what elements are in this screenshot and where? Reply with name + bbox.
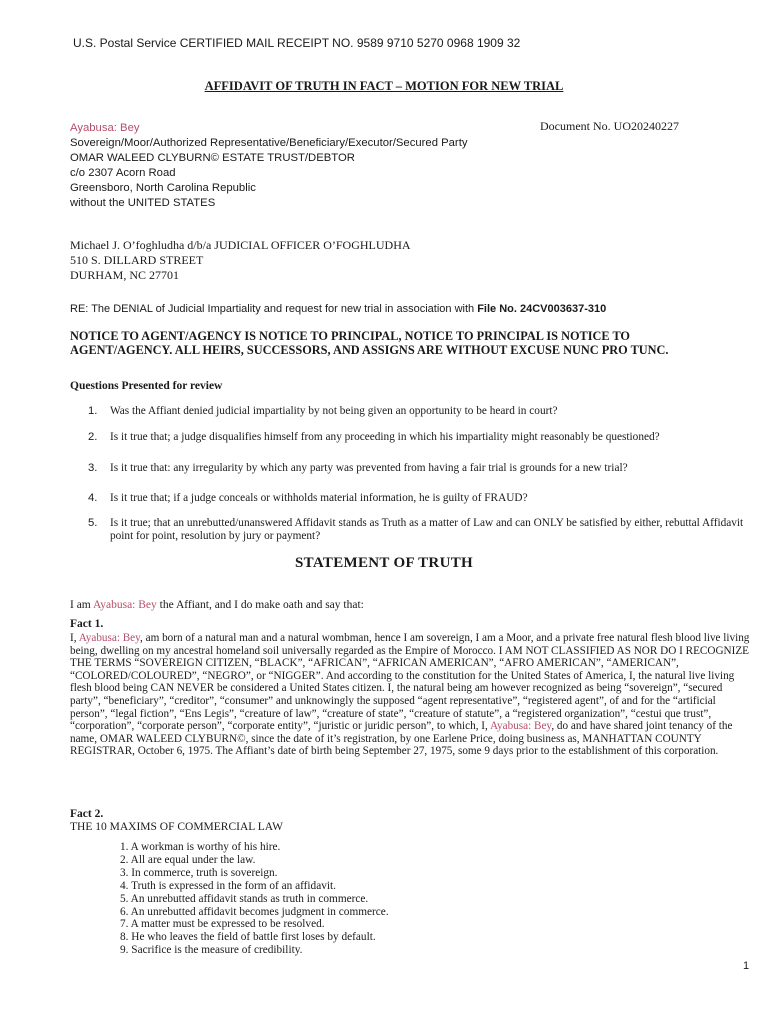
statement-heading: STATEMENT OF TRUTH	[295, 555, 473, 571]
sender-line-1: Sovereign/Moor/Authorized Representative/Beneficiary/Executor/Secured Party	[70, 137, 468, 149]
fact-1-part-3: , do and have shared joint tenancy of the name, OMAR WALEED CLYBURN©, since the date of it’s registration, by one Earlene Price, doing business as, MANHATTAN COUNTY REGISTRAR, October 6, 1975. The Affiant’s date of birth being September 27, 1975, some 9 days prior to the establishment of this corporation.	[70, 720, 733, 758]
maxims-heading: THE 10 MAXIMS OF COMMERCIAL LAW	[70, 821, 284, 833]
question-text: Is it true that; if a judge conceals or withholds material information, he is guilty of FRAUD?	[110, 492, 528, 504]
list-item: 9. Sacrifice is the measure of credibility.	[120, 944, 303, 957]
oath-prefix: I am	[70, 599, 93, 611]
oath-suffix: the Affiant, and I do make oath and say that:	[156, 599, 364, 611]
question-text: Is it true that: any irregularity by which any party was prevented from having a fair trial is grounds for a new trial?	[110, 462, 628, 474]
recipient-line-2: 510 S. DILLARD STREET	[70, 253, 204, 267]
sender-line-3: c/o 2307 Acorn Road	[70, 167, 176, 179]
fact-1-part-2: , am born of a natural man and a natural wombman, hence I am sovereign, I am a Moor, and a private free natural flesh blood live living being, dwelling on my ancestral homeland soil universally regarded as the Empire of Morocco. I AM NOT CLASSIFIED AS NOR DO I RECOGNIZE THE TERMS “SOVEREIGN CITIZEN, “BLACK”, “AFRICAN”, “AFRICAN AMERICAN”, “AFRO AMERICAN”, “AMERICAN”, “COLORED/COLOURED”, “NEGRO”, or “NIGGER”. And according to the constitution for the United States of America, I, the natural live living flesh blood being CAN NEVER be considered a United States citizen. I, the natural being am however recognized as being “sovereign”, “secured party”, “beneficiary”, “creditor”, “consumer” and unknowingly the supposed “agent representative”, “registered agent”, of and for the “artificial person”, “legal fiction”, “Ens Legis”, “creature of law”, “creature of state”, “creature of statute”, a “registered organization”, “cestui que trust”, “corporation”, “corporate person”, “corporate entity”, “juristic or juridic person”, to which, I,	[70, 632, 750, 733]
affiant-name: Ayabusa: Bey	[78, 632, 141, 644]
maxims-list	[120, 841, 389, 957]
sender-block	[70, 121, 467, 211]
list-item: 5. An unrebutted affidavit stands as truth in commerce.	[120, 892, 369, 905]
recipient-line-1: Michael J. O’foghludha d/b/a JUDICIAL OFFICER O’FOGHLUDHA	[70, 238, 411, 252]
sender-line-2: OMAR WALEED CLYBURN© ESTATE TRUST/DEBTOR	[70, 152, 355, 164]
question-number: 3.	[88, 462, 98, 474]
list-item: 2. All are equal under the law.	[120, 853, 256, 866]
list-item: 3. In commerce, truth is sovereign.	[120, 866, 278, 879]
list-item: 4. Truth is expressed in the form of an affidavit.	[120, 879, 336, 892]
question-number: 4.	[88, 492, 98, 504]
question-number: 5.	[88, 517, 98, 529]
oath-line	[70, 599, 364, 611]
file-number: File No. 24CV003637-310	[477, 303, 607, 315]
fact-1-body	[70, 632, 750, 758]
recipient-block	[70, 238, 411, 283]
certified-mail-receipt: U.S. Postal Service CERTIFIED MAIL RECEIPT NO. 9589 9710 5270 0968 1909 32	[73, 36, 521, 50]
question-text: Is it true; that an unrebutted/unanswered Affidavit stands as Truth as a matter of Law and can ONLY be satisfied by either, rebuttal Affidavit point for point, resolution by jury or payment?	[110, 517, 744, 542]
list-item: 1. A workman is worthy of his hire.	[120, 841, 281, 853]
affiant-name: Ayabusa: Bey	[489, 720, 552, 733]
recipient-line-3: DURHAM, NC 27701	[70, 268, 180, 282]
document-number: Document No. UO20240227	[540, 119, 679, 133]
sender-name: Ayabusa: Bey	[70, 122, 140, 134]
sender-line-4: Greensboro, North Carolina Republic	[70, 182, 256, 194]
fact-1-label: Fact 1.	[70, 618, 104, 630]
fact-1-part-1: I,	[70, 632, 79, 644]
question-number: 1.	[88, 405, 98, 417]
question-text: Is it true that; a judge disqualifies himself from any proceeding in which his impartiality might reasonably be questioned?	[110, 431, 660, 443]
document-title: AFFIDAVIT OF TRUTH IN FACT – MOTION FOR NEW TRIAL	[204, 79, 564, 93]
question-number: 2.	[88, 431, 98, 443]
list-item: 8. He who leaves the field of battle first loses by default.	[120, 931, 376, 944]
list-item: 6. An unrebutted affidavit becomes judgment in commerce.	[120, 905, 389, 918]
notice-paragraph: NOTICE TO AGENT/AGENCY IS NOTICE TO PRINCIPAL, NOTICE TO PRINCIPAL IS NOTICE TO AGENT/AGENCY. ALL HEIRS, SUCCESSORS, AND ASSIGNS ARE WITHOUT EXCUSE NUNC PRO TUNC.	[70, 329, 669, 357]
page-number: 1	[743, 960, 750, 972]
re-line	[70, 303, 606, 315]
fact-2-label: Fact 2.	[70, 808, 104, 820]
re-text: RE: The DENIAL of Judicial Impartiality and request for new trial in association with	[70, 303, 478, 315]
questions-heading: Questions Presented for review	[70, 380, 223, 392]
list-item: 7. A matter must be expressed to be resolved.	[120, 918, 325, 931]
question-text: Was the Affiant denied judicial impartiality by not being given an opportunity to be heard in court?	[110, 405, 558, 417]
affiant-name: Ayabusa: Bey	[93, 599, 157, 611]
sender-line-5: without the UNITED STATES	[70, 197, 216, 209]
